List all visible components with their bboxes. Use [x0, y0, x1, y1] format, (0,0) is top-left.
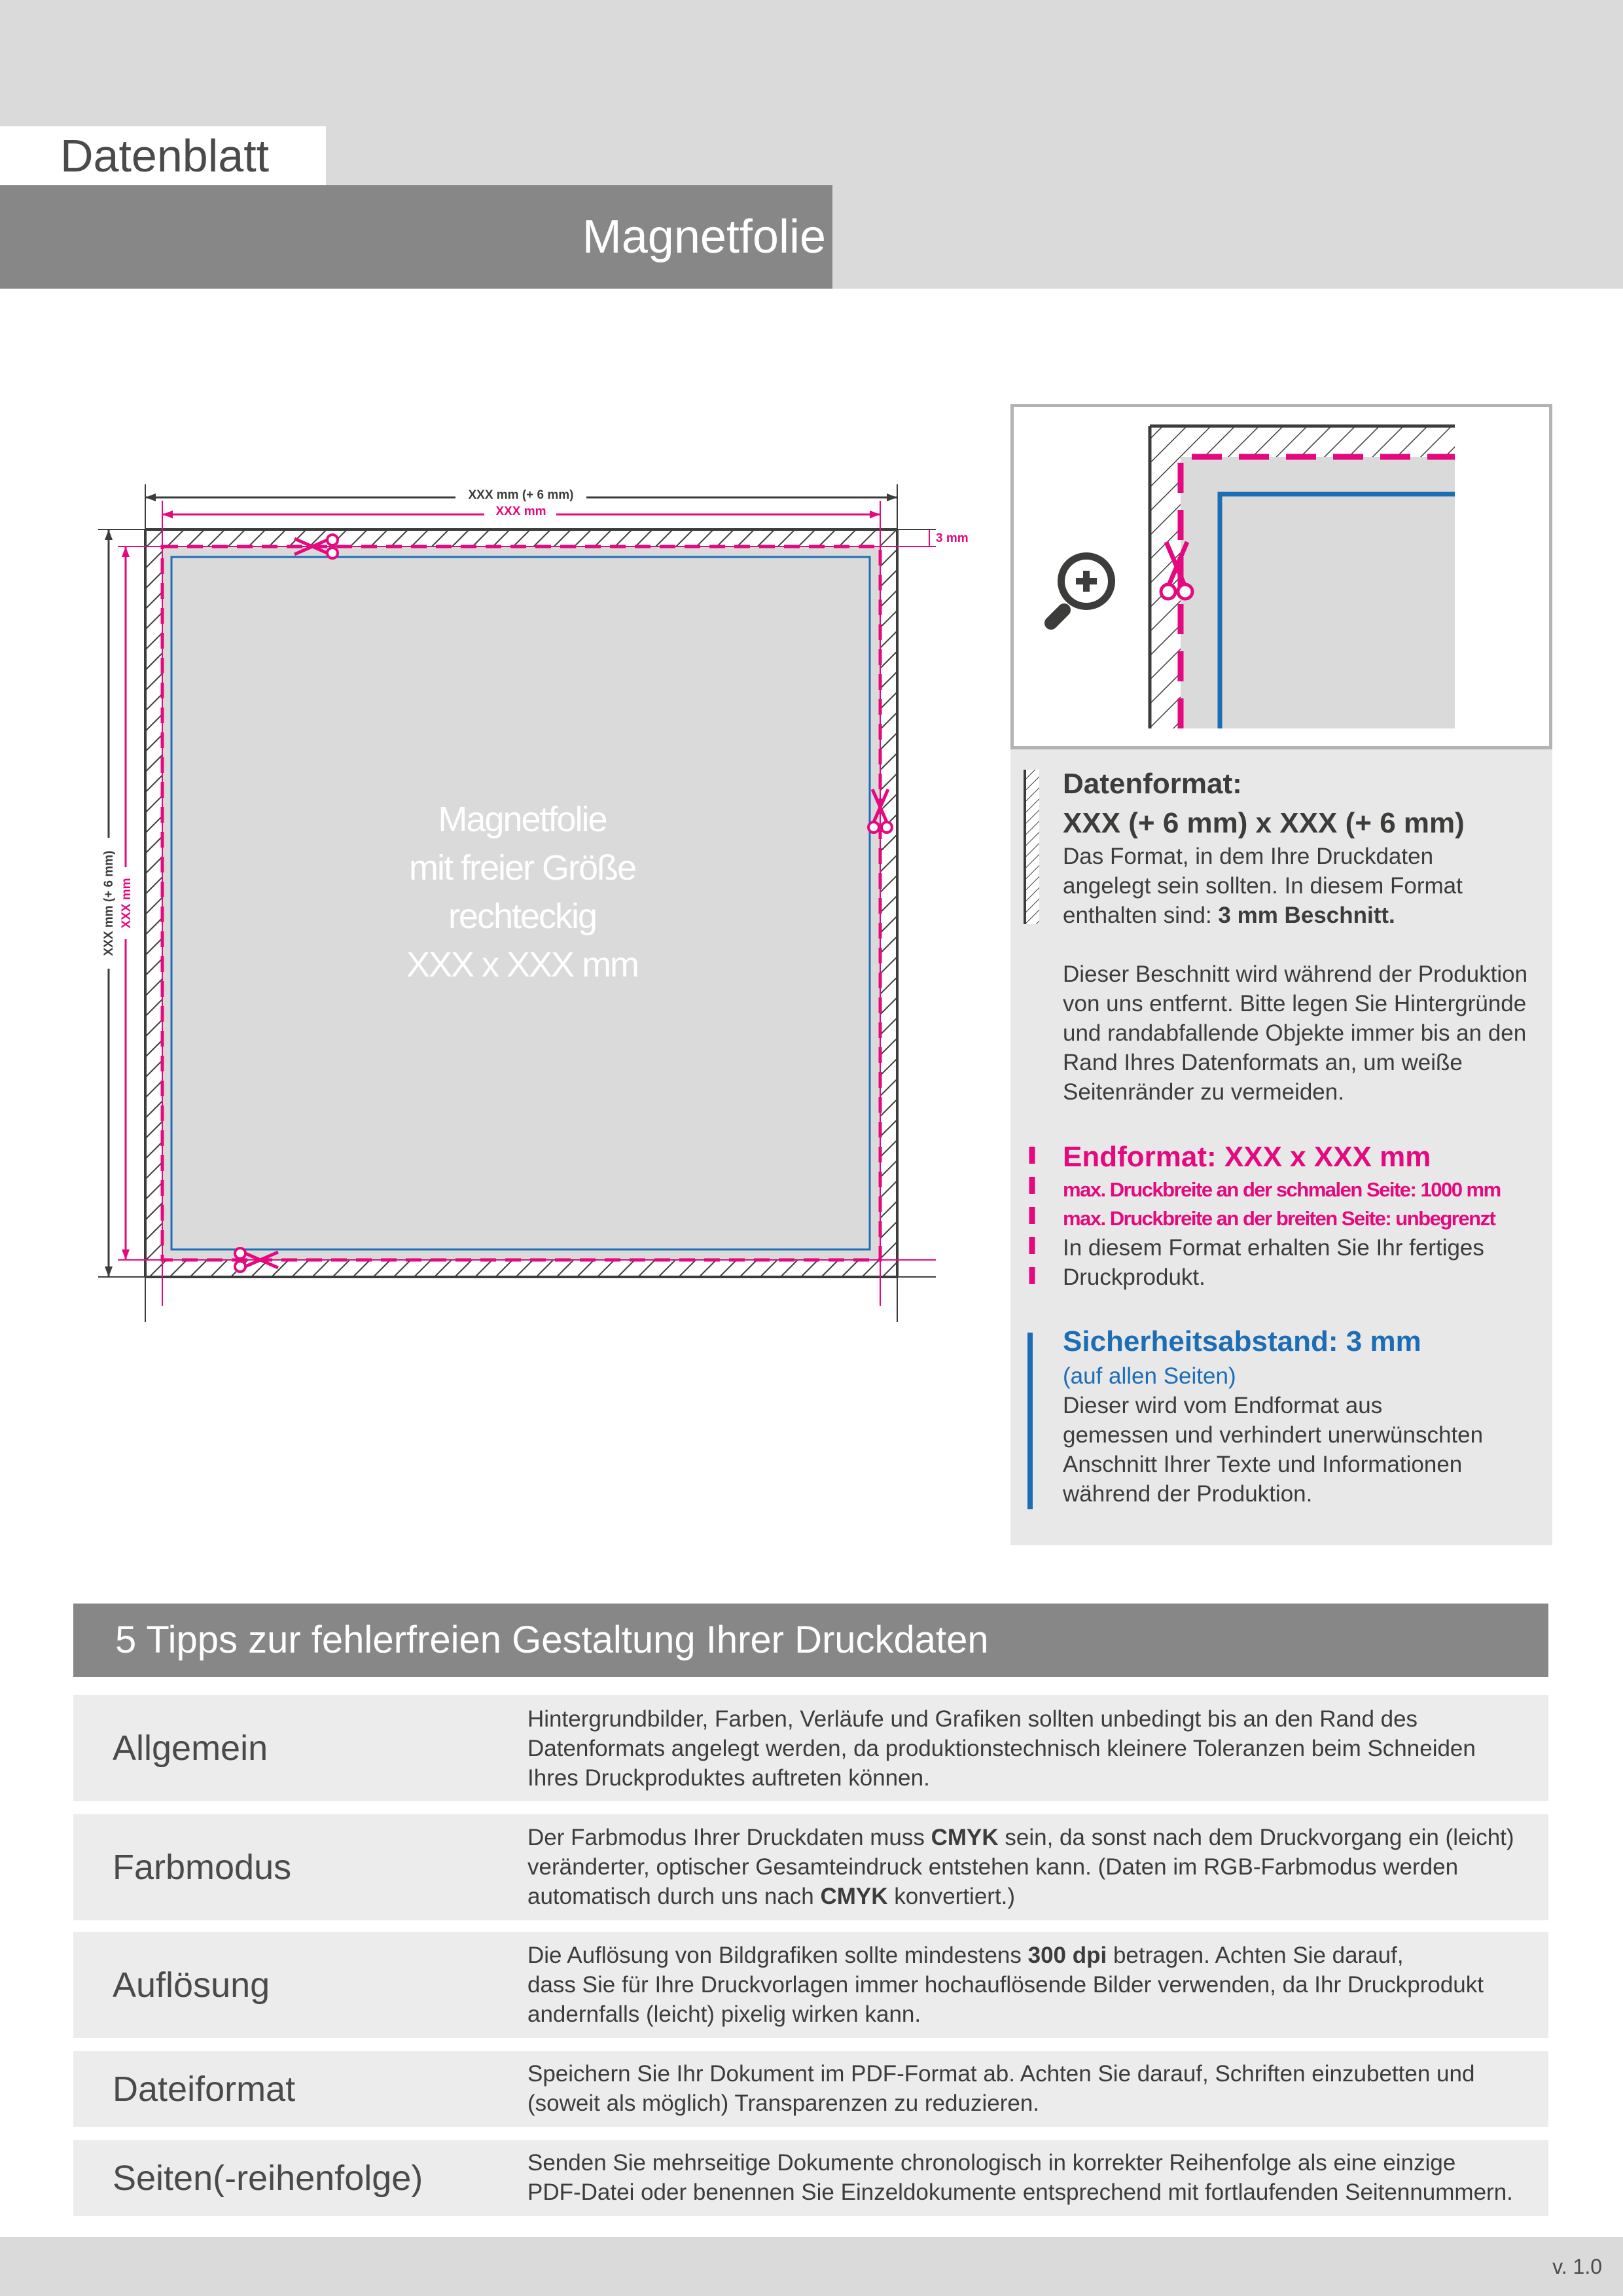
datenformat-line: enthalten sind: 3 mm Beschnitt.: [1063, 903, 1395, 928]
datenformat-paragraph: und randabfallende Objekte immer bis an den: [1063, 1020, 1527, 1046]
dim-top-outer: XXX mm (+ 6 mm): [468, 488, 574, 502]
tip-label: Dateiformat: [113, 2070, 296, 2109]
endformat-heading: Endformat: XXX x XXX mm: [1063, 1141, 1431, 1173]
dim-left-inner: XXX mm: [120, 878, 134, 929]
datenformat-heading: Datenformat:: [1063, 768, 1242, 800]
datenformat-size: XXX (+ 6 mm) x XXX (+ 6 mm): [1063, 807, 1465, 839]
sicherheit-marker: [1027, 1333, 1033, 1509]
endformat-max-wide: max. Druckbreite an der breiten Seite: unbegrenzt: [1063, 1207, 1495, 1230]
tip-label: Farbmodus: [113, 1848, 292, 1887]
bleed-label: 3 mm: [936, 531, 969, 545]
datenformat-line: Das Format, in dem Ihre Druckdaten: [1063, 844, 1434, 869]
tip-text: Hintergrundbilder, Farben, Verläufe und Grafiken sollten unbedingt bis an den Rand des Datenformats angelegt werden, da produktionstechnisch kleinere Toleranzen beim Schneiden Ihres Druckproduktes auftreten können.: [527, 1706, 1476, 1791]
datenformat-paragraph: Rand Ihres Datenformats an, um weiße: [1063, 1050, 1463, 1075]
dim-top-inner: XXX mm: [495, 505, 546, 518]
datenformat-paragraph: von uns entfernt. Bitte legen Sie Hintergründe: [1063, 991, 1527, 1016]
datenformat-paragraph: Dieser Beschnitt wird während der Produktion: [1063, 961, 1528, 987]
sicherheit-heading: Sicherheitsabstand: 3 mm: [1063, 1325, 1421, 1357]
sicherheit-line: gemessen und verhindert unerwünschten: [1063, 1422, 1484, 1448]
endformat-max-narrow: max. Druckbreite an der schmalen Seite: 1000 mm: [1063, 1178, 1501, 1201]
center-line-3: rechteckig: [448, 897, 597, 936]
tip-label: Allgemein: [113, 1729, 268, 1768]
tip-text: Die Auflösung von Bildgrafiken sollte mindestens 300 dpi betragen. Achten Sie darauf, dass Sie für Ihre Druckvorlagen immer hochauflösende Bilder verwenden, da Ihr Druckprodukt andernfalls (leicht) pixelig wirken kann.: [527, 1943, 1484, 2027]
endformat-line: Druckprodukt.: [1063, 1265, 1205, 1290]
datenblatt-label: Datenblatt: [60, 130, 270, 181]
zoom-in-icon: [1051, 552, 1115, 623]
footer-band: [0, 2237, 1623, 2296]
endformat-marker: [1027, 1147, 1037, 1291]
tip-text: Senden Sie mehrseitige Dokumente chronologisch in korrekter Reihenfolge als eine einzige PDF-Datei oder benennen Sie Einzeldokumente entsprechend mit fortlaufenden Seitennummern.: [527, 2150, 1513, 2205]
endformat-line: In diesem Format erhalten Sie Ihr fertiges: [1063, 1235, 1484, 1261]
datenformat-paragraph: Seitenränder zu vermeiden.: [1063, 1079, 1344, 1105]
tip-text: Speichern Sie Ihr Dokument im PDF-Format ab. Achten Sie darauf, Schriften einzubetten und (soweit als möglich) Transparenzen zu reduzieren.: [527, 2061, 1475, 2116]
center-line-1: Magnetfolie: [438, 800, 607, 839]
center-line-2: mit freier Größe: [408, 848, 636, 888]
sicherheit-line: Dieser wird vom Endformat aus: [1063, 1393, 1383, 1418]
sicherheit-line: Anschnitt Ihrer Texte und Informationen: [1063, 1452, 1463, 1477]
tip-text: Der Farbmodus Ihrer Druckdaten muss CMYK sein, da sonst nach dem Druckvorgang ein (leicht) veränderter, optischer Gesamteindruck entstehen kann. (Daten im RGB-Farbmodus werden automatisch durch uns nach CMYK konvertiert.): [527, 1825, 1514, 1909]
datenformat-line: angelegt sein sollten. In diesem Format: [1063, 873, 1463, 899]
tips-title: 5 Tipps zur fehlerfreien Gestaltung Ihrer Druckdaten: [115, 1619, 989, 1661]
sicherheit-sub: (auf allen Seiten): [1063, 1363, 1236, 1389]
dim-left-outer: XXX mm (+ 6 mm): [102, 850, 116, 956]
tip-label: Seiten(-reihenfolge): [113, 2159, 423, 2198]
page-title: Magnetfolie: [582, 211, 826, 263]
version-label: v. 1.0: [1552, 2255, 1602, 2278]
center-line-4: XXX x XXX mm: [406, 945, 639, 984]
format-diagram: [0, 393, 982, 1348]
sicherheit-line: während der Produktion.: [1063, 1481, 1313, 1507]
datenformat-marker: [1024, 770, 1041, 924]
zoom-detail: [1010, 404, 1552, 749]
tip-label: Auflösung: [113, 1965, 270, 2005]
